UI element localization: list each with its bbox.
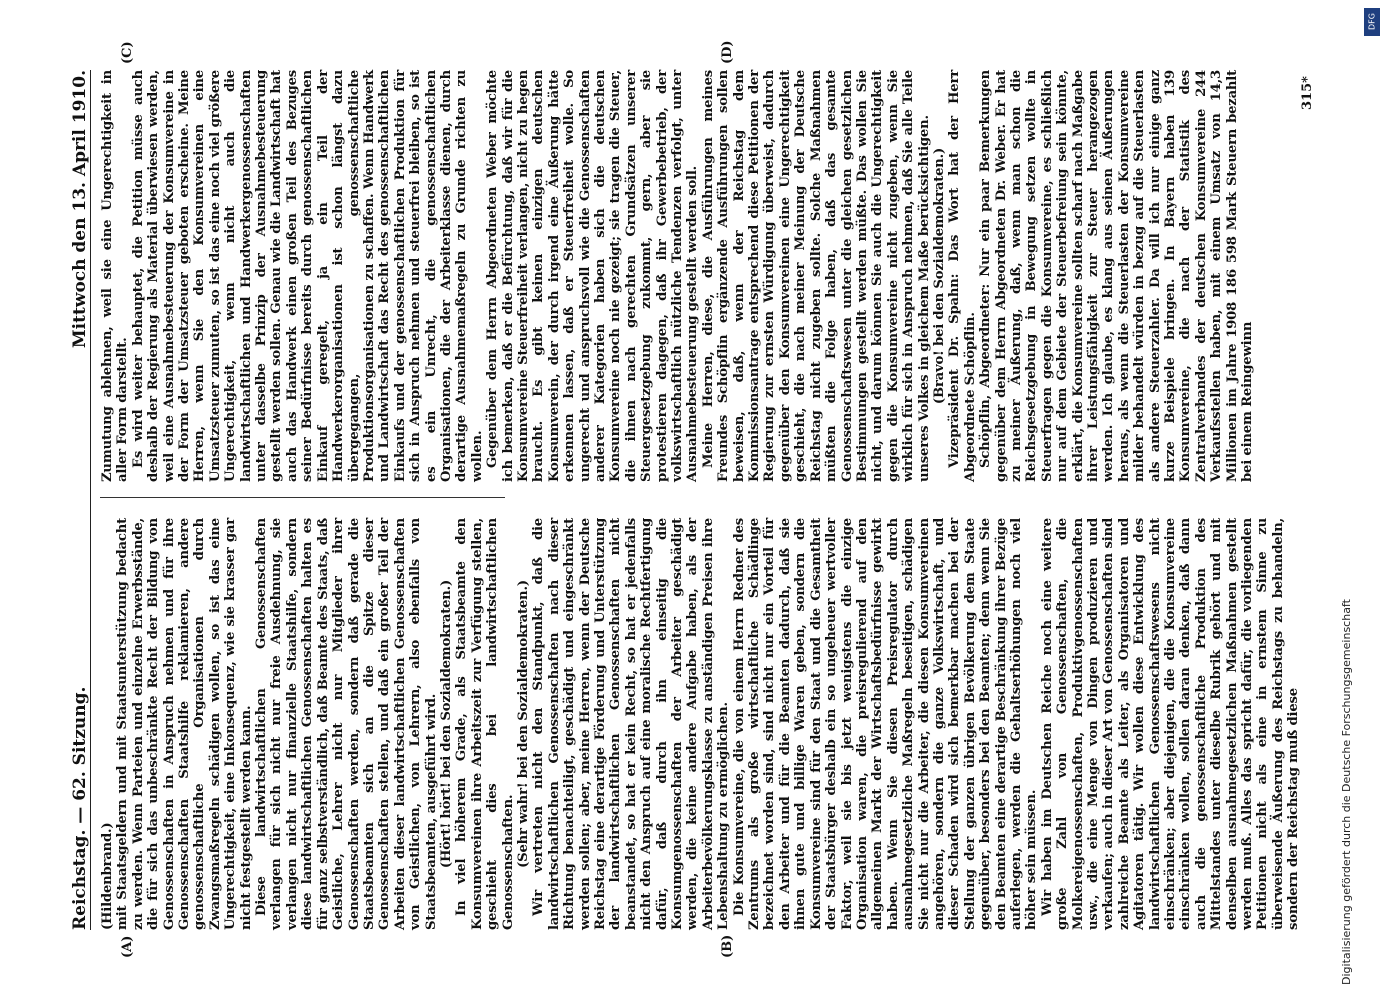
column-divider-top	[100, 497, 505, 498]
rotated-page	[60, 40, 1330, 958]
left-column-paragraph: (Hört! hört! bei den Sozialdemokraten.)	[438, 579, 454, 869]
margin-mark-d: (D)	[720, 40, 735, 64]
right-column-paragraph: Zumutung ablehnen, weil sie eine Ungerechtigkeit in aller Form darstellt.	[100, 70, 131, 482]
right-column-paragraph: Vizepräsident Dr. Spahn: Das Wort hat der Herr Abgeordnete Schöpflin.	[947, 70, 978, 482]
left-column-paragraph: (Sehr wahr! bei den Sozialdemokraten.)	[515, 580, 531, 868]
header-right: Mittwoch den 13. April 1910.	[70, 70, 90, 349]
left-column-paragraph: Diese landwirtschaftlichen Genossenschaften verlangen für sich nicht nur freie Ausdehnung, sie verlangen nicht nur finanzielle Staatshilfe, sondern diese landwirtschaftlichen Genossenschaften halten es für ganz selbstverständlich, daß Beamte des Staats, daß Geistliche, Lehrer nicht nur Mitglieder ihrer Genossenschaften werden, sondern daß gerade die Staatsbeamten sich an die Spitze dieser Genossenschaften stellen, und daß ein großer Teil der Arbeiten dieser landwirtschaftlichen Genossenschaften von Geistlichen, von Lehrern, also ebenfalls von Staatsbeamten, ausgeführt wird.	[254, 518, 439, 930]
page-footer: 315*	[1300, 76, 1315, 110]
header-left: Reichstag. — 62. Sitzung.	[70, 686, 90, 930]
margin-mark-a: (A)	[120, 935, 135, 958]
digitization-notice: Digitalisierung gefördert durch die Deutsche Forschungsgemeinschaft	[1340, 599, 1353, 985]
left-column	[100, 518, 1302, 930]
left-column-paragraph: mit Staatsgeldern und mit Staatsunterstützung bedacht zu werden. Wenn Parteien und einzelne Erwerbsstände, die für sich das unbeschränkte Recht der Bildung von Genossenschaften in Anspruch nehmen und für ihre Genossenschaften Staatshilfe reklamieren, andere genossenschaftliche Organisationen durch Zwangsmaßregeln schädigen wollen, so ist das eine Ungerechtigkeit, eine Inkonsequenz, wie sie krasser gar nicht festgestellt werden kann.	[115, 518, 254, 930]
right-column	[100, 70, 1255, 482]
right-column-paragraph: Gegenüber dem Herrn Abgeordneten Weber möchte ich bemerken, daß er die Befürchtung, daß wir für die Konsumvereine Steuerfreiheit verlangen, nicht zu hegen braucht. Es gibt keinen einzigen deutschen Konsumverein, der durch irgend eine Äußerung hätte erkennen lassen, daß er Steuerfreiheit wolle. So ungerecht und anspruchsvoll wie die Genossenschaften anderer Kategorien haben sich die deutschen Konsumvereine noch nie gezeigt; sie tragen die Steuer, die ihnen nach gerechten Grundsätzen unserer Steuergesetzgebung zukommt, gern, aber sie protestieren dagegen, daß ihr Gewerbebetrieb, der volkswirtschaftlich nützliche Tendenzen verfolgt, unter Ausnahmebesteuerung gestellt werden soll.	[485, 70, 701, 482]
margin-mark-b: (B)	[720, 934, 735, 958]
right-column-paragraph: Es wird weiter behauptet, die Petition müsse auch deshalb der Regierung als Material überwiesen werden, weil eine Ausnahmebesteuerung der Konsumvereine in der Form der Umsatzsteuer geboten erscheine. Meine Herren, wenn Sie den Konsumvereinen eine Umsatzsteuer zumuten, so ist das eine noch viel größere Ungerechtigkeit, wenn nicht auch die landwirtschaftlichen und Handwerkergenossenschaften unter dasselbe Prinzip der Ausnahmebesteuerung gestellt werden sollen. Genau wie die Landwirtschaft hat auch das Handwerk einen großen Teil des Bezuges seiner Bedürfnisse bereits durch genossenschaftlichen Einkauf geregelt, ja ein Teil der Handwerkerorganisationen ist schon längst dazu übergegangen, genossenschaftliche Produktionsorganisationen zu schaffen. Wenn Handwerk und Landwirtschaft das Recht des genossenschaftlichen Einkaufs und der genossenschaftlichen Produktion für sich in Anspruch nehmen und steuerfrei bleiben, so ist es ein Unrecht, die genossenschaftlichen Organisationen, die der Arbeiterklasse dienen, durch derartige Ausnahmemaßregeln zu Grunde richten zu wollen.	[130, 70, 485, 482]
dfg-logo: DFG	[1364, 8, 1380, 36]
margin-mark-c: (C)	[120, 41, 135, 64]
left-column-paragraph: In viel höherem Grade, als Staatsbeamte den Konsumvereinen ihre Arbeitszeit zur Verfügung stellen, geschieht dies bei landwirtschaftlichen Genossenschaften.	[454, 518, 516, 930]
page-header	[60, 70, 91, 930]
right-column-paragraph: (Bravo! bei den Sozialdemokraten.)	[931, 147, 947, 405]
right-column-paragraph: Schöpflin, Abgeordneter: Nur ein paar Bemerkungen gegenüber dem Herrn Abgeordneten Dr. Weber. Er hat zu meiner Äußerung, daß, wenn man schon die Reichsgesetzgebung in Bewegung setzen wollte in Steuerfragen gegen die Konsumvereine, es schließlich nur auf dem Gebiete der Steuerbefreiung sein könnte, erklärt, die Konsumvereine sollten scharf nach Maßgabe ihrer Leistungsfähigkeit zur Steuer herangezogen werden. Ich glaube, es klang aus seinen Äußerungen heraus, als wenn die Steuerlasten der Konsumvereine milder behandelt würden in bezug auf die Steuerlasten als andere Steuerzahler. Da will ich nur einige ganz kurze Beispiele bringen. In Bayern haben 139 Konsumvereine, die nach der Statistik des Zentralverbandes der deutschen Konsumvereine 244 Verkaufsstellen haben, mit einem Umsatz von 14,3 Millionen im Jahre 1908 186 598 Mark Steuern bezahlt bei einem Reingewinn	[978, 70, 1256, 482]
right-column-paragraph: Meine Herren, diese, die Ausführungen meines Freundes Schöpflin ergänzende Ausführungen sollen beweisen, daß, wenn der Reichstag dem Kommissionsantrage entsprechend diese Petitionen der Regierung zur ernsten Würdigung überweist, dadurch gegenüber den Konsumvereinen eine Ungerechtigkeit geschieht, die nach meiner Meinung der Deutsche Reichstag nicht zugeben sollte. Solche Maßnahmen müßten die Folge haben, daß das gesamte Genossenschaftswesen unter die gleichen gesetzlichen Bestimmungen gestellt werden müßte. Das wollen Sie nicht, und darum können Sie auch die Ungerechtigkeit gegen die Konsumvereine nicht zugeben, wenn Sie wirklich für sich in Anspruch nehmen, daß Sie alle Teile unseres Volkes in gleichem Maße berücksichtigen.	[700, 70, 932, 482]
left-column-paragraph: Wir vertreten nicht den Standpunkt, daß die landwirtschaftlichen Genossenschaften nach dieser Richtung benachteiligt, geschädigt und eingeschränkt werden sollen; aber, meine Herren, wenn der Deutsche Reichstag eine derartige Förderung und Unterstützung der landwirtschaftlichen Genossenschaften nicht beanstandet, so hat er kein Recht, so hat er jedenfalls nicht den Anspruch auf eine moralische Rechtfertigung dafür, daß durch ihn einseitig die Konsumgenossenschaften der Arbeiter geschädigt werden, die keine andere Aufgabe haben, als der Arbeiterbevölkerungsklasse zu anständigen Preisen ihre Lebenshaltung zu ermöglichen.	[531, 518, 732, 930]
left-column-paragraph: (Hildenbrand.)	[100, 822, 115, 930]
left-column-paragraph: Wir haben im Deutschen Reiche noch eine weitere große Zahl von Genossenschaften, die Molkereigenossenschaften, Produktivgenossenschaften usw., die eine Menge von Dingen produzieren und verkaufen; auch in dieser Art von Genossenschaften sind zahlreiche Beamte als Leiter, als Organisatoren und Agitatoren tätig. Wir wollen diese Entwicklung des landwirtschaftlichen Genossenschaftswesens nicht einschränken; aber diejenigen, die die Konsumvereine einschränken wollen, sollen daran denken, daß dann auch die genossenschaftliche Produktion des Mittelstandes unter dieselbe Rubrik gehört und mit denselben ausnahmegesetzlichen Maßnahmen gestellt werden muß. Alles das spricht dafür, die vorliegenden Petitionen nicht als eine in ernstem Sinne zu überweisende Äußerung des Reichstags zu behandeln, sondern der Reichstag muß diese	[1039, 518, 1302, 930]
left-column-paragraph: Die Konsumvereine, die von einem Herrn Redner des Zentrums als große wirtschaftliche Schädlinge bezeichnet worden sind, sind nicht nur ein Vorteil für den Arbeiter und für die Beamten dadurch, daß sie ihnen gute und billige Waren geben, sondern die Konsumvereine sind für den Staat und die Gesamtheit der Staatsbürger deshalb ein so ungeheuer wertvoller Faktor, weil sie bis jetzt wenigstens die einzige Organisation waren, die preisregulierend auf den allgemeinen Markt der Wirtschaftsbedürfnisse gewirkt haben. Wenn Sie diesen Preisregulator durch ausnahmegesetzliche Maßregeln beseitigen, schädigen Sie nicht nur die Arbeiter, die diesen Konsumvereinen angehören, sondern die ganze Volkswirtschaft, und dieser Schaden wird sich bemerkbar machen bei der Stellung der ganzen übrigen Bevölkerung dem Staate gegenüber, besonders bei den Beamten; denn wenn Sie den Beamten eine derartige Beschränkung ihrer Bezüge auferlegen, werden die Gehaltserhöhungen noch viel höher sein müssen.	[731, 518, 1040, 930]
